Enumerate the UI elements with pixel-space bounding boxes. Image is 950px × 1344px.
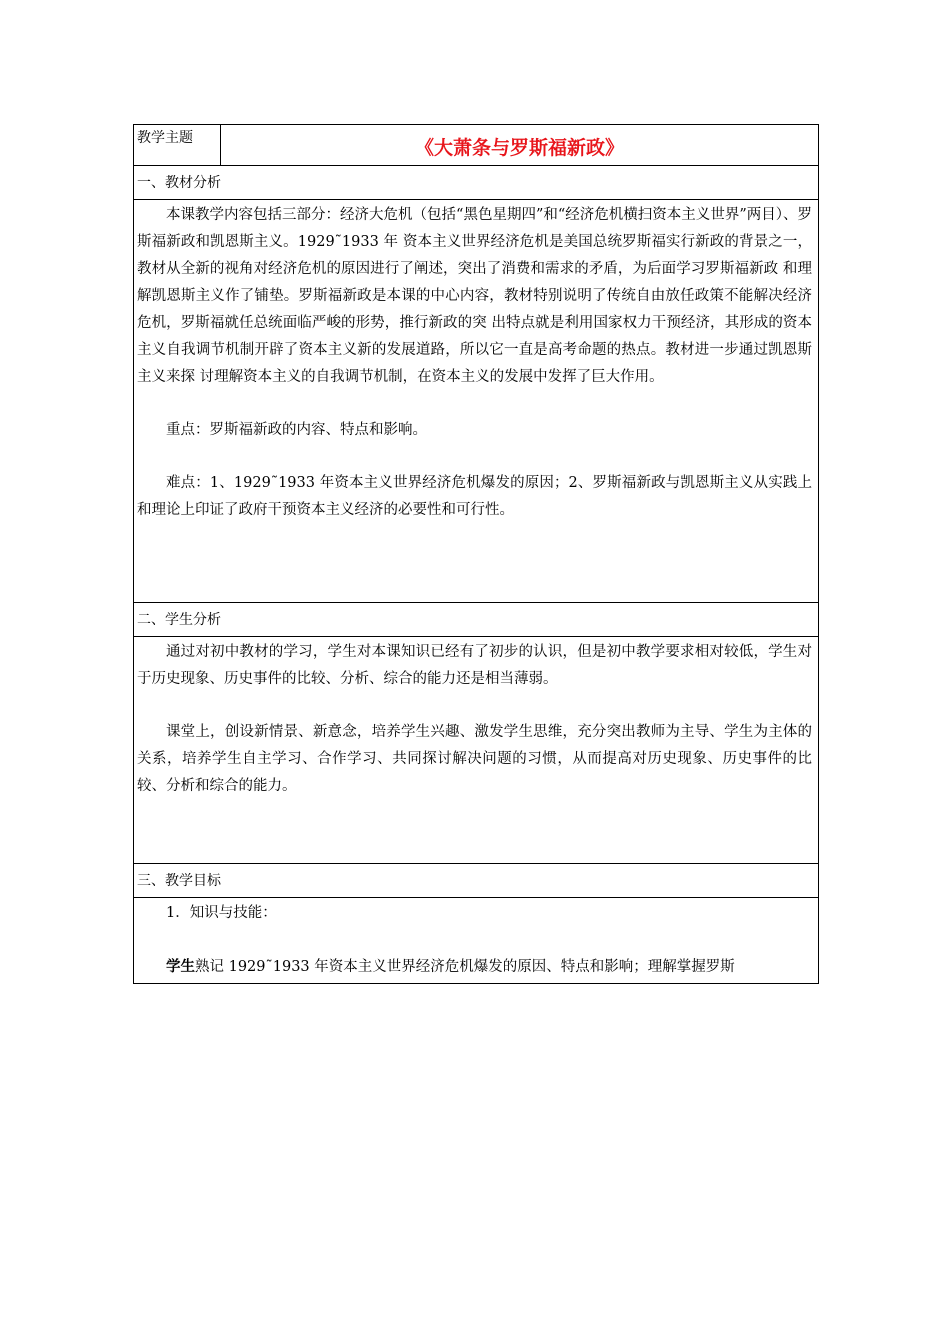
goal-lead-word: 学生 [166, 958, 195, 975]
section2-heading-row [134, 603, 819, 637]
section3-heading-row [134, 864, 819, 898]
lesson-plan-page [133, 124, 819, 984]
teaching-goals-body [134, 898, 819, 984]
key-point-paragraph: 重点：罗斯福新政的内容、特点和影响。 [166, 422, 427, 438]
textbook-analysis-paragraph: 本课教学内容包括三部分：经济大危机（包括“黑色星期四”和“经济危机横扫资本主义世界”两目）、罗斯福新政和凯恩斯主义。1929˜1933 年 资本主义世界经济危机是美国总统罗斯福实行新政的背景之一，教材从全新的视角对经济危机的原因进行了阐述，突出了消费和需求的矛盾，为后面学习罗斯福新政 和理解凯恩斯主义作了铺垫。罗斯福新政是本课的中心内容，教材特别说明了传统自由放任政策不能解决经济危机，罗斯福就任总统面临严峻的形势，推行新政的突 出特点就是利用国家权力干预经济，其形成的资本主义自我调节机制开辟了资本主义新的发展道路，所以它一直是高考命题的热点。教材进一步通过凯恩斯主义来探 讨理解资本主义的自我调节机制，在资本主义的发展中发挥了巨大作用。 [137, 207, 812, 385]
lesson-title: 《大萧条与罗斯福新政》 [414, 137, 624, 159]
goal-description: 熟记 1929˜1933 年资本主义世界经济危机爆发的原因、特点和影响；理解掌握罗斯 [195, 959, 735, 975]
section2-body-row [134, 637, 819, 864]
section-heading-textbook-analysis: 一、教材分析 [134, 166, 819, 200]
section1-body-row [134, 200, 819, 603]
topic-label: 教学主题 [134, 125, 221, 166]
section1-heading-row [134, 166, 819, 200]
student-analysis-body [134, 637, 819, 864]
difficult-point-paragraph: 难点：1、1929˜1933 年资本主义世界经济危机爆发的原因；2、罗斯福新政与凯恩斯主义从实践上和理论上印证了政府干预资本主义经济的必要性和可行性。 [137, 475, 812, 518]
topic-title-cell [221, 125, 819, 166]
lesson-plan-table [133, 124, 819, 984]
goal-item-knowledge-skills: 1．知识与技能： [166, 905, 277, 921]
section-heading-teaching-goals: 三、教学目标 [134, 864, 819, 898]
section3-body-row [134, 898, 819, 984]
student-analysis-paragraph-1: 通过对初中教材的学习，学生对本课知识已经有了初步的认识，但是初中教学要求相对较低，学生对于历史现象、历史事件的比较、分析、综合的能力还是相当薄弱。 [137, 644, 812, 687]
textbook-analysis-body [134, 200, 819, 603]
goal-item-knowledge-text [137, 953, 812, 983]
header-row [134, 125, 819, 166]
student-analysis-paragraph-2: 课堂上，创设新情景、新意念，培养学生兴趣、激发学生思维，充分突出教师为主导、学生为主体的关系，培养学生自主学习、合作学习、共同探讨解决问题的习惯，从而提高对历史现象、历史事件的比较、分析和综合的能力。 [137, 724, 812, 794]
section-heading-student-analysis: 二、学生分析 [134, 603, 819, 637]
